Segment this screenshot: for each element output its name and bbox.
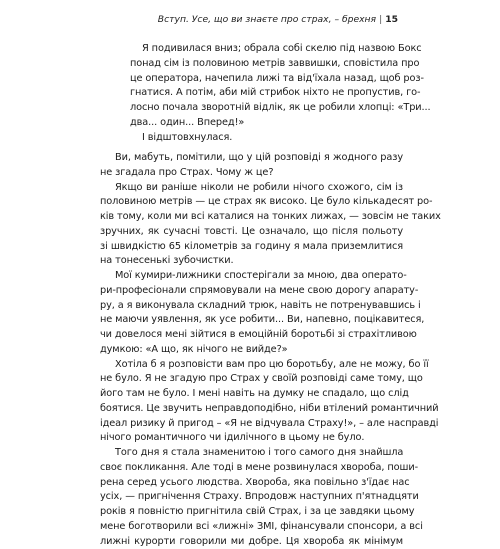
body-line: лижні курорти говорили ми добре. Ця хвороба як мінімум bbox=[100, 535, 403, 549]
body-line: не згадала про Страх. Чому ж це? bbox=[100, 166, 403, 181]
body-line: Ви, мабуть, помітили, що у цій розповіді я жодного разу bbox=[100, 151, 403, 166]
quote-line: І відштовхнулася. bbox=[100, 131, 403, 146]
quote-line: понад сім із половиною метрів заввишки, сповістила про bbox=[100, 57, 403, 72]
header-separator: | bbox=[379, 14, 382, 25]
body-line: ри-професіонали спрямовували на мене свою дорогу апарату- bbox=[100, 284, 403, 299]
body-line: рена серед усього людства. Хвороба, яка повільно з'їдає нас bbox=[100, 476, 403, 491]
quote-line: це оператора, начепила лижі та від'їхала назад, щоб роз- bbox=[100, 72, 403, 87]
quote-block bbox=[100, 42, 403, 145]
body-line: мене боготворили всі «лижні» ЗМІ, фінансували спонсори, а всі bbox=[100, 520, 403, 535]
body-line: Якщо ви раніше ніколи не робили нічого схожого, сім із bbox=[100, 181, 403, 196]
body-text bbox=[100, 151, 403, 549]
body-line: Хотіла б я розповісти вам про цю боротьбу, але не можу, бо її bbox=[100, 358, 403, 373]
body-line: Мої кумири-лижники спостерігали за мною, два операто- bbox=[100, 269, 403, 284]
body-line: років я повністю пригнітила свій Страх, і за це завдяки цьому bbox=[100, 505, 403, 520]
quote-line: лосно почала зворотній відлік, як це робили хлопці: «Три... bbox=[100, 101, 403, 116]
body-line: половиною метрів — це страх як високо. Це було кількадесят ро- bbox=[100, 195, 403, 210]
body-line: на тонесенькі зубочистки. bbox=[100, 254, 403, 269]
body-line: боятися. Це звучить неправдоподібно, ніби втілений романтичний bbox=[100, 402, 403, 417]
page-number: 15 bbox=[385, 14, 398, 25]
running-header bbox=[158, 14, 398, 25]
body-line: ідеал ризику й пригод – «Я не відчувала Страху!», – але насправді bbox=[100, 417, 403, 432]
running-title: Вступ. Усе, що ви знаєте про страх, – брехня bbox=[158, 14, 376, 25]
body-line: не маючи уявлення, як усе робити... Ви, напевно, поцікавитеся, bbox=[100, 313, 403, 328]
body-line: чи довелося мені зійтися в емоційній боротьбі зі страхітливою bbox=[100, 328, 403, 343]
body-line: думкою: «А що, як нічого не вийде?» bbox=[100, 343, 403, 358]
body-line: зі швидкістю 65 кілометрів за годину я мала приземлитися bbox=[100, 240, 403, 255]
body-line: своє покликання. Але тоді в мене розвинулася хвороба, поши- bbox=[100, 461, 403, 476]
body-line: зручних, як сучасні товсті. Це означало, що після польоту bbox=[100, 225, 403, 240]
body-line: усіх, — пригнічення Страху. Впродовж наступних п'ятнадцяти bbox=[100, 490, 403, 505]
quote-line: Я подивилася вниз; обрала собі скелю під назвою Бокс bbox=[100, 42, 403, 57]
body-line: його там не було. І мені навіть на думку не спадало, що слід bbox=[100, 387, 403, 402]
body-line: ру, а я виконувала складний трюк, навіть не потренувавшись і bbox=[100, 299, 403, 314]
body-line: Того дня я стала знаменитою і того самого дня знайшла bbox=[100, 446, 403, 461]
body-line: не було. Я не згадую про Страх у своїй розповіді саме тому, що bbox=[100, 372, 403, 387]
body-line: нічого романтичного чи ідилічного в цьому не було. bbox=[100, 431, 403, 446]
body-line: ків тому, коли ми всі каталися на тонких лижах, — зовсім не таких bbox=[100, 210, 403, 225]
quote-line: два... один... Вперед!» bbox=[100, 116, 403, 131]
quote-line: гнатися. А потім, аби мій стрибок ніхто не пропустив, го- bbox=[100, 86, 403, 101]
